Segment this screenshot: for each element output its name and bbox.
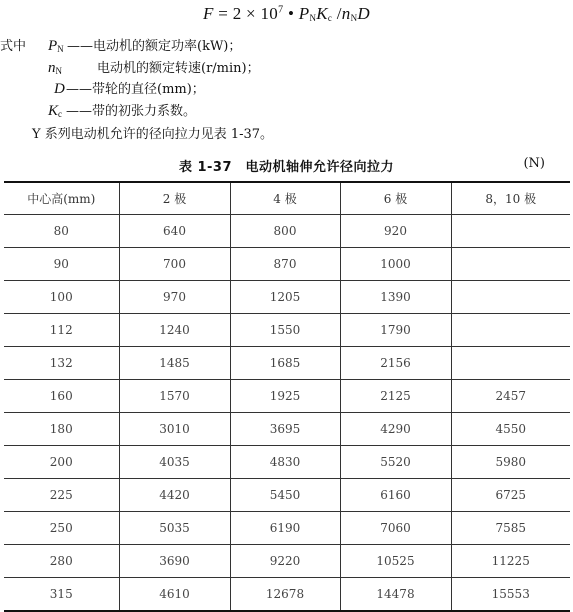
force-cell: 640 — [119, 215, 230, 248]
formula-exp: 7 — [278, 4, 284, 16]
definition-row — [0, 36, 573, 58]
force-cell: 5520 — [340, 446, 451, 479]
force-cell — [451, 281, 570, 314]
center-height-cell: 280 — [4, 545, 119, 578]
force-cell: 2457 — [451, 380, 570, 413]
table-row — [4, 215, 570, 248]
force-cell: 3695 — [230, 413, 340, 446]
force-cell — [451, 215, 570, 248]
force-cell: 1570 — [119, 380, 230, 413]
force-cell: 7060 — [340, 512, 451, 545]
force-cell: 3010 — [119, 413, 230, 446]
force-cell: 1550 — [230, 314, 340, 347]
force-cell: 4610 — [119, 578, 230, 612]
definition-text: ——电动机的额定功率(kW)； — [67, 39, 242, 54]
force-cell: 2125 — [340, 380, 451, 413]
table-row — [4, 578, 570, 612]
center-height-cell: 250 — [4, 512, 119, 545]
force-cell: 1925 — [230, 380, 340, 413]
definition-row — [0, 79, 573, 101]
force-cell: 4290 — [340, 413, 451, 446]
force-cell — [451, 347, 570, 380]
table-row — [4, 347, 570, 380]
formula-k: K — [316, 4, 328, 23]
formula-p-sub: N — [309, 13, 317, 23]
force-cell: 5980 — [451, 446, 570, 479]
force-cell: 1685 — [230, 347, 340, 380]
formula — [0, 4, 573, 24]
center-height-cell: 225 — [4, 479, 119, 512]
force-cell: 970 — [119, 281, 230, 314]
table-row — [4, 446, 570, 479]
symbol-letter: K — [48, 102, 59, 119]
table-unit: (N) — [523, 156, 545, 171]
force-cell: 7585 — [451, 512, 570, 545]
table-row — [4, 314, 570, 347]
table-row — [4, 479, 570, 512]
center-height-cell: 200 — [4, 446, 119, 479]
force-cell: 1485 — [119, 347, 230, 380]
definition-text: ——带的初张力系数。 — [66, 103, 197, 119]
symbol-letter: n — [48, 59, 56, 76]
symbol-letter: P — [48, 38, 58, 54]
definition-row — [0, 101, 573, 123]
force-cell: 4830 — [230, 446, 340, 479]
force-cell: 9220 — [230, 545, 340, 578]
formula-p: P — [298, 4, 310, 23]
force-cell: 4550 — [451, 413, 570, 446]
force-cell: 4035 — [119, 446, 230, 479]
table-row — [4, 413, 570, 446]
table-header-row — [4, 182, 570, 215]
force-cell: 1390 — [340, 281, 451, 314]
table-row — [4, 281, 570, 314]
force-cell: 15553 — [451, 578, 570, 612]
force-cell: 6190 — [230, 512, 340, 545]
force-cell: 2156 — [340, 347, 451, 380]
center-height-cell: 100 — [4, 281, 119, 314]
force-cell: 1790 — [340, 314, 451, 347]
formula-k-sub: c — [327, 13, 333, 23]
formula-dot: • — [283, 4, 299, 23]
center-height-cell: 160 — [4, 380, 119, 413]
symbol-sub: c — [58, 108, 63, 119]
table-row — [4, 248, 570, 281]
force-cell: 870 — [230, 248, 340, 281]
force-cell: 6160 — [340, 479, 451, 512]
force-cell: 10525 — [340, 545, 451, 578]
center-height-cell: 315 — [4, 578, 119, 612]
table-row — [4, 380, 570, 413]
center-height-cell: 180 — [4, 413, 119, 446]
formula-eq: = 2 × 10 — [213, 4, 279, 23]
center-height-cell: 112 — [4, 314, 119, 347]
force-cell: 4420 — [119, 479, 230, 512]
force-cell: 700 — [119, 248, 230, 281]
symbol-letter: D — [54, 81, 65, 97]
center-height-cell: 132 — [4, 347, 119, 380]
symbol-sub: N — [57, 44, 64, 54]
symbol-sub: N — [55, 65, 62, 76]
column-header: 2 极 — [119, 182, 230, 215]
formula-lhs: F — [203, 4, 214, 23]
radial-force-table — [4, 181, 570, 612]
formula-n-sub: N — [350, 13, 358, 23]
formula-d: D — [357, 4, 370, 23]
force-cell: 12678 — [230, 578, 340, 612]
force-cell: 5450 — [230, 479, 340, 512]
column-header: 8，10 极 — [451, 182, 570, 215]
force-cell: 1205 — [230, 281, 340, 314]
definition-symbol — [48, 101, 62, 126]
column-header: 4 极 — [230, 182, 340, 215]
table-row — [4, 545, 570, 578]
definitions-lead: 式中 — [0, 39, 27, 54]
reference-text: Y 系列电动机允许的径向拉力见表 1-37。 — [32, 127, 274, 142]
column-header: 6 极 — [340, 182, 451, 215]
force-cell: 1240 — [119, 314, 230, 347]
definitions — [0, 36, 573, 122]
column-header: 中心高(mm) — [4, 182, 119, 215]
force-cell: 3690 — [119, 545, 230, 578]
formula-n: n — [341, 4, 351, 23]
force-cell — [451, 314, 570, 347]
force-cell: 11225 — [451, 545, 570, 578]
force-cell: 920 — [340, 215, 451, 248]
center-height-cell: 80 — [4, 215, 119, 248]
force-cell: 14478 — [340, 578, 451, 612]
definition-text: ——带轮的直径(mm)； — [66, 82, 205, 97]
force-cell — [451, 248, 570, 281]
definition-text: 电动机的额定转速(r/min)； — [97, 60, 260, 76]
center-height-cell: 90 — [4, 248, 119, 281]
force-cell: 5035 — [119, 512, 230, 545]
force-cell: 6725 — [451, 479, 570, 512]
table-row — [4, 512, 570, 545]
table-caption: 表 1-37 电动机轴伸允许径向拉力 — [178, 160, 395, 175]
force-cell: 1000 — [340, 248, 451, 281]
force-cell: 800 — [230, 215, 340, 248]
formula-slash: / — [332, 4, 342, 23]
table-body — [4, 215, 570, 612]
definition-row — [0, 58, 573, 80]
